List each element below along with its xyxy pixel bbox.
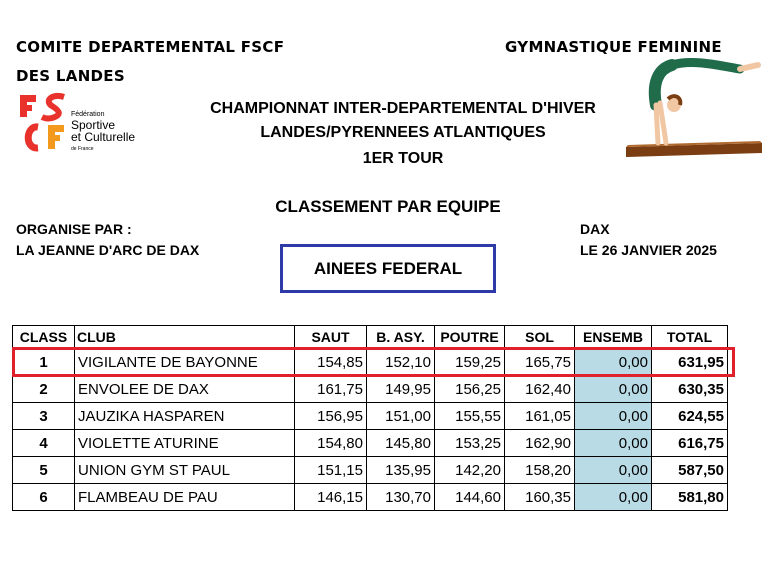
- cell-rank: 4: [13, 430, 75, 457]
- cell-b-asy: 135,95: [367, 457, 435, 484]
- cell-rank: 3: [13, 403, 75, 430]
- logo-line-sportive: Sportive: [71, 118, 116, 132]
- cell-total: 624,55: [652, 403, 728, 430]
- cell-poutre: 159,25: [435, 349, 505, 376]
- cell-ensemb: 0,00: [575, 484, 652, 511]
- cell-saut: 146,15: [295, 484, 367, 511]
- cell-club: ENVOLEE DE DAX: [75, 376, 295, 403]
- cell-sol: 158,20: [505, 457, 575, 484]
- cell-rank: 6: [13, 484, 75, 511]
- header-poutre: POUTRE: [435, 326, 505, 349]
- table-row: [13, 403, 728, 430]
- discipline-title: GYMNASTIQUE FEMININE: [505, 38, 722, 56]
- category-box: [280, 244, 496, 293]
- header-b-asy: B. ASY.: [367, 326, 435, 349]
- cell-total: 631,95: [652, 349, 728, 376]
- cell-saut: 154,85: [295, 349, 367, 376]
- header-ensemb: ENSEMB: [575, 326, 652, 349]
- cell-b-asy: 130,70: [367, 484, 435, 511]
- winner-highlight: [12, 347, 735, 377]
- cell-poutre: 156,25: [435, 376, 505, 403]
- cell-b-asy: 145,80: [367, 430, 435, 457]
- header-class: CLASS: [13, 326, 75, 349]
- cell-sol: 165,75: [505, 349, 575, 376]
- cell-b-asy: 149,95: [367, 376, 435, 403]
- header-sol: SOL: [505, 326, 575, 349]
- header-club: CLUB: [75, 326, 295, 349]
- cell-club: VIOLETTE ATURINE: [75, 430, 295, 457]
- event-city: DAX: [580, 221, 610, 237]
- logo-text: [71, 110, 135, 155]
- cell-total: 616,75: [652, 430, 728, 457]
- category-label: AINEES FEDERAL: [313, 258, 463, 278]
- cell-poutre: 142,20: [435, 457, 505, 484]
- cell-rank: 1: [13, 349, 75, 376]
- cell-b-asy: 151,00: [367, 403, 435, 430]
- cell-club: VIGILANTE DE BAYONNE: [75, 349, 295, 376]
- championship-round: 1ER TOUR: [362, 150, 444, 167]
- cell-b-asy: 152,10: [367, 349, 435, 376]
- cell-saut: 154,80: [295, 430, 367, 457]
- cell-club: UNION GYM ST PAUL: [75, 457, 295, 484]
- table-row: [13, 430, 728, 457]
- cell-ensemb: 0,00: [575, 403, 652, 430]
- cell-rank: 2: [13, 376, 75, 403]
- cell-saut: 151,15: [295, 457, 367, 484]
- cell-sol: 162,40: [505, 376, 575, 403]
- cell-sol: 160,35: [505, 484, 575, 511]
- cell-total: 630,35: [652, 376, 728, 403]
- cell-saut: 161,75: [295, 376, 367, 403]
- table-row: [13, 484, 728, 511]
- event-date: LE 26 JANVIER 2025: [580, 242, 717, 258]
- cell-club: FLAMBEAU DE PAU: [75, 484, 295, 511]
- committee-department: DES LANDES: [16, 67, 125, 85]
- cell-sol: 162,90: [505, 430, 575, 457]
- cell-total: 581,80: [652, 484, 728, 511]
- cell-rank: 5: [13, 457, 75, 484]
- organiser-label: ORGANISE PAR :: [16, 221, 132, 237]
- cell-poutre: 153,25: [435, 430, 505, 457]
- header-saut: SAUT: [295, 326, 367, 349]
- cell-ensemb: 0,00: [575, 430, 652, 457]
- table-row: [13, 457, 728, 484]
- logo-line-france: de France: [71, 146, 94, 152]
- cell-ensemb: 0,00: [575, 457, 652, 484]
- table-header-row: [13, 326, 728, 349]
- committee-name: COMITE DEPARTEMENTAL FSCF: [16, 38, 285, 56]
- cell-poutre: 155,55: [435, 403, 505, 430]
- cell-sol: 161,05: [505, 403, 575, 430]
- cell-ensemb: 0,00: [575, 349, 652, 376]
- cell-club: JAUZIKA HASPAREN: [75, 403, 295, 430]
- organiser-name: LA JEANNE D'ARC DE DAX: [16, 242, 200, 258]
- logo-line-federation: Fédération: [71, 111, 105, 118]
- championship-title: CHAMPIONNAT INTER-DEPARTEMENTAL D'HIVER: [210, 100, 596, 117]
- cell-total: 587,50: [652, 457, 728, 484]
- cell-saut: 156,95: [295, 403, 367, 430]
- table-row: [13, 376, 728, 403]
- championship-region: LANDES/PYRENNEES ATLANTIQUES: [260, 124, 546, 141]
- logo-line-culturelle: et Culturelle: [71, 130, 136, 144]
- ranking-title: CLASSEMENT PAR EQUIPE: [275, 197, 501, 216]
- header-total: TOTAL: [652, 326, 728, 349]
- cell-poutre: 144,60: [435, 484, 505, 511]
- cell-ensemb: 0,00: [575, 376, 652, 403]
